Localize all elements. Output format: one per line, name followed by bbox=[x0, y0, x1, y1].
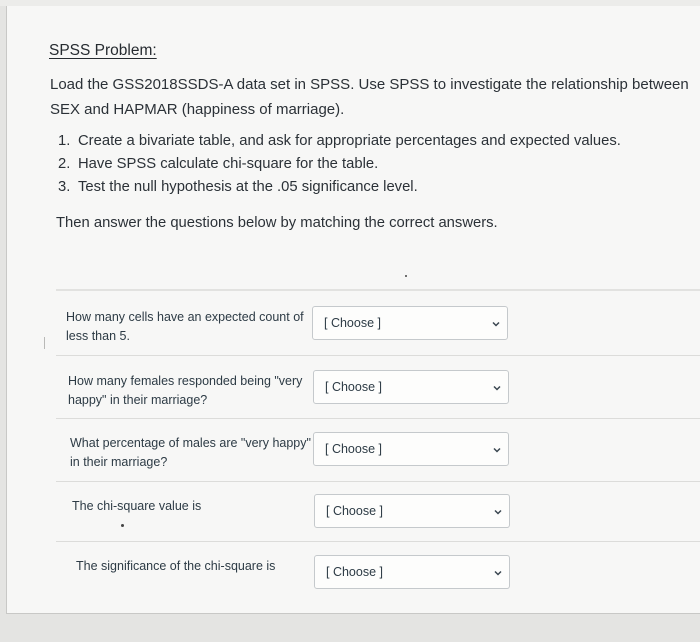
answer-dropdown-5[interactable] bbox=[314, 555, 510, 589]
top-strip bbox=[0, 0, 700, 6]
prompt-line: less than 5. bbox=[66, 329, 130, 343]
prompt-line: The chi-square value is bbox=[72, 499, 202, 513]
prompt-line: What percentage of males are "very happy" bbox=[70, 436, 311, 450]
chevron-down-icon bbox=[491, 319, 501, 329]
dropdown-value: [ Choose ] bbox=[326, 565, 383, 579]
dropdown-value: [ Choose ] bbox=[325, 442, 382, 456]
question-prompt bbox=[68, 372, 302, 410]
answer-dropdown-4[interactable] bbox=[314, 494, 510, 528]
step-text: Have SPSS calculate chi-square for the table. bbox=[78, 156, 379, 172]
answer-dropdown-3[interactable] bbox=[313, 432, 509, 466]
chevron-down-icon bbox=[492, 383, 502, 393]
problem-title: SPSS Problem: bbox=[49, 42, 157, 59]
step-number: 1. bbox=[58, 133, 71, 149]
row-divider bbox=[56, 418, 700, 419]
prompt-line: How many cells have an expected count of bbox=[66, 310, 304, 324]
stray-mark bbox=[405, 275, 407, 277]
dropdown-value: [ Choose ] bbox=[326, 504, 383, 518]
section-divider bbox=[56, 289, 700, 291]
answer-dropdown-1[interactable] bbox=[312, 306, 508, 340]
step-text: Create a bivariate table, and ask for appropriate percentages and expected values. bbox=[78, 133, 621, 149]
row-divider bbox=[56, 355, 700, 356]
question-prompt bbox=[76, 557, 275, 576]
chevron-down-icon bbox=[493, 507, 503, 517]
dropdown-value: [ Choose ] bbox=[324, 316, 381, 330]
step-item bbox=[58, 153, 621, 176]
chevron-down-icon bbox=[492, 445, 502, 455]
dropdown-value: [ Choose ] bbox=[325, 380, 382, 394]
prompt-line: The significance of the chi-square is bbox=[76, 559, 276, 573]
step-item bbox=[58, 130, 621, 153]
prompt-line: How many females responded being "very bbox=[68, 374, 303, 388]
step-number: 3. bbox=[58, 179, 71, 195]
stray-mark bbox=[121, 524, 124, 527]
instructions-footer: Then answer the questions below by matching the correct answers. bbox=[56, 215, 498, 231]
question-prompt bbox=[72, 497, 201, 516]
chevron-down-icon bbox=[493, 568, 503, 578]
row-divider bbox=[56, 541, 700, 542]
row-divider bbox=[56, 481, 700, 482]
answer-dropdown-2[interactable] bbox=[313, 370, 509, 404]
step-item bbox=[58, 176, 621, 199]
problem-intro: Load the GSS2018SSDS-A data set in SPSS. Use SPSS to investigate the relationship between SEX and HAPMAR (happiness of marriage). bbox=[50, 76, 689, 118]
question-prompt bbox=[70, 434, 311, 472]
question-prompt bbox=[66, 308, 304, 346]
step-number: 2. bbox=[58, 156, 71, 172]
step-text: Test the null hypothesis at the .05 significance level. bbox=[78, 179, 418, 195]
left-marker bbox=[44, 337, 45, 349]
instruction-steps bbox=[58, 130, 621, 199]
prompt-line: in their marriage? bbox=[70, 455, 168, 469]
prompt-line: happy" in their marriage? bbox=[68, 393, 208, 407]
